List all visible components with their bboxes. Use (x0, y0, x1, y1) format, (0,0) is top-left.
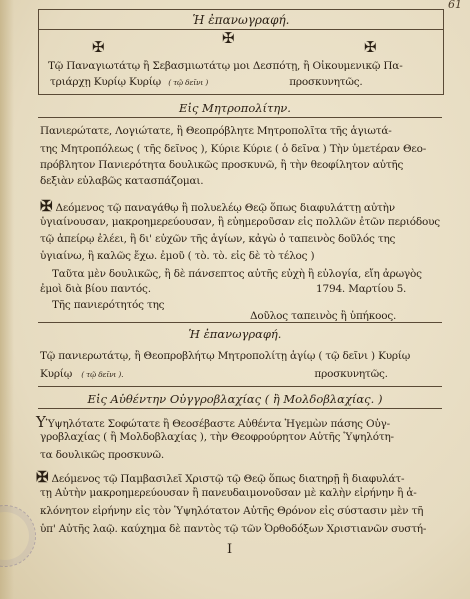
text-line: τῷ ἀπείρῳ ἐλέει, ἢ δι' εὐχῶν τῆς ἁγίων, κἀγὼ ὁ ταπεινὸς δοῦλός της (40, 233, 396, 245)
text-line: της Μητροπόλεως ( τῆς δεῖνος ), Κύριε Κύριε ( ὁ δεῖνα ) Τὴν ὑμετέραν Θεο- (40, 143, 427, 155)
cross-center-icon: ✠ (222, 29, 235, 47)
divider (39, 29, 443, 30)
text-line: Πανιερώτατε, Λογιώτατε, ἢ Θεοπρόβλητε Μητροπολῖτα τῆς ἁγιωτά- (40, 125, 392, 137)
divider (38, 117, 442, 118)
text-line: τριάρχῃ Κυρίῳ Κυρίῳ ( τῷ δεῖνι ) προσκυνητῶς. (50, 76, 363, 88)
text-line: τα δουλικῶς προσκυνῶ. (40, 449, 164, 461)
text-line: γροβλαχίας ( ἢ Μολδοβλαχίας ), τὴν Θεοφρούρητον Αὐτῆς Ὑψηλότη- (40, 431, 394, 443)
text-line: Τῷ Παναγιωτάτῳ ἢ Σεβασμιωτάτῳ μοι Δεσπότῃ, ἢ Οἰκουμενικῷ Πα- (48, 60, 403, 72)
text-line: ὑπ' Αὐτῆς λαῷ. καύχημα δὲ παντὸς τῷ τῶν Ὀρθοδόξων Χριστιανῶν συστή- (40, 523, 427, 535)
text-line: τῃ Αὐτὴν μακροημερεύουσαν ἢ πανευδαιμονοῦσαν μὲ καλὴν εἰρήνην ἢ ἀ- (40, 487, 417, 499)
ornament-cross-icon: ✠ (36, 468, 49, 486)
text-line: Τῷ πανιερωτάτῳ, ἢ Θεοπροβλήτῳ Μητροπολίτῃ ἁγίῳ ( τῷ δεῖνι ) Κυρίῳ (40, 350, 411, 362)
text-line: Ταῦτα μὲν δουλικῶς, ἢ δὲ πάνσεπτος αὐτῆς εὐχὴ ἢ εὐλογία, εἴη ἀρωγὸς (52, 268, 422, 280)
signature-line: Τῆς πανιερότητός της (52, 299, 165, 311)
divider (38, 386, 442, 387)
ornament-cross-icon: ✠ (40, 197, 53, 215)
text-line: ὑγιαίνω, ἢ καλῶς ἔχω. ἐμοῦ ( τὸ. τὸ. εἰς δὲ τὸ τέλος ) (40, 250, 315, 262)
divider (38, 322, 442, 323)
library-stamp (0, 505, 36, 567)
signature-mark: I (227, 542, 232, 557)
text-line: δεξιὰν εὐλαβῶς κατασπάζομαι. (40, 175, 204, 187)
signature-line: Δοῦλος ταπεινὸς ἢ ὑπήκοος. (250, 310, 397, 322)
text-line: ὑγιαίνουσαν, μακροημερεύουσαν, ἢ εὐημεροῦσαν εἰς πολλῶν ἐτῶν περιόδους (40, 216, 440, 228)
text-line: ἐμοὶ διὰ βίου παντός. 1794. Μαρτίου 5. (40, 283, 407, 295)
section-heading: Ἡ ἐπανωγραφή. (188, 327, 282, 341)
section-heading: Εἰς Αὐθέντην Οὐγγροβλαχίας ( ἢ Μολδοβλαχίας. ) (87, 392, 383, 406)
text-line: ✠ Δεόμενος τῷ παναγάθῳ ἢ πολυελέῳ Θεῷ ὅπως διαφυλάττῃ αὐτὴν (40, 197, 395, 215)
text-line: ΥὙψηλότατε Σοφώτατε ἢ Θεοσέβαστε Αὐθέντα Ἡγεμὼν πάσης Οὐγ- (36, 413, 390, 431)
divider (38, 408, 442, 409)
cross-right-icon: ✠ (364, 38, 377, 56)
section-heading: Εἰς Μητροπολίτην. (179, 101, 291, 115)
page-number: 61 (448, 0, 462, 11)
section-heading: Ἡ ἐπανωγραφή. (192, 13, 290, 27)
text-line: πρόβλητον Πανιερότητα δουλικῶς προσκυνῶ, ἢ τὴν θεοφίλητον αὐτῆς (40, 159, 404, 171)
text-line: ✠ Δεόμενος τῷ Παμβασιλεῖ Χριστῷ τῷ Θεῷ ὅπως διατηρῇ ἢ διαφυλάτ- (36, 468, 405, 486)
cross-left-icon: ✠ (92, 38, 105, 56)
text-line: κλόνητον εἰρήνην εἰς τὸν Ὑψηλότατον Αὐτῆς Θρόνον εἰς σύστασιν μὲν τῆ (40, 505, 424, 517)
text-line: Κυρίῳ ( τῷ δεῖνι ). προσκυνητῶς. (40, 368, 388, 380)
